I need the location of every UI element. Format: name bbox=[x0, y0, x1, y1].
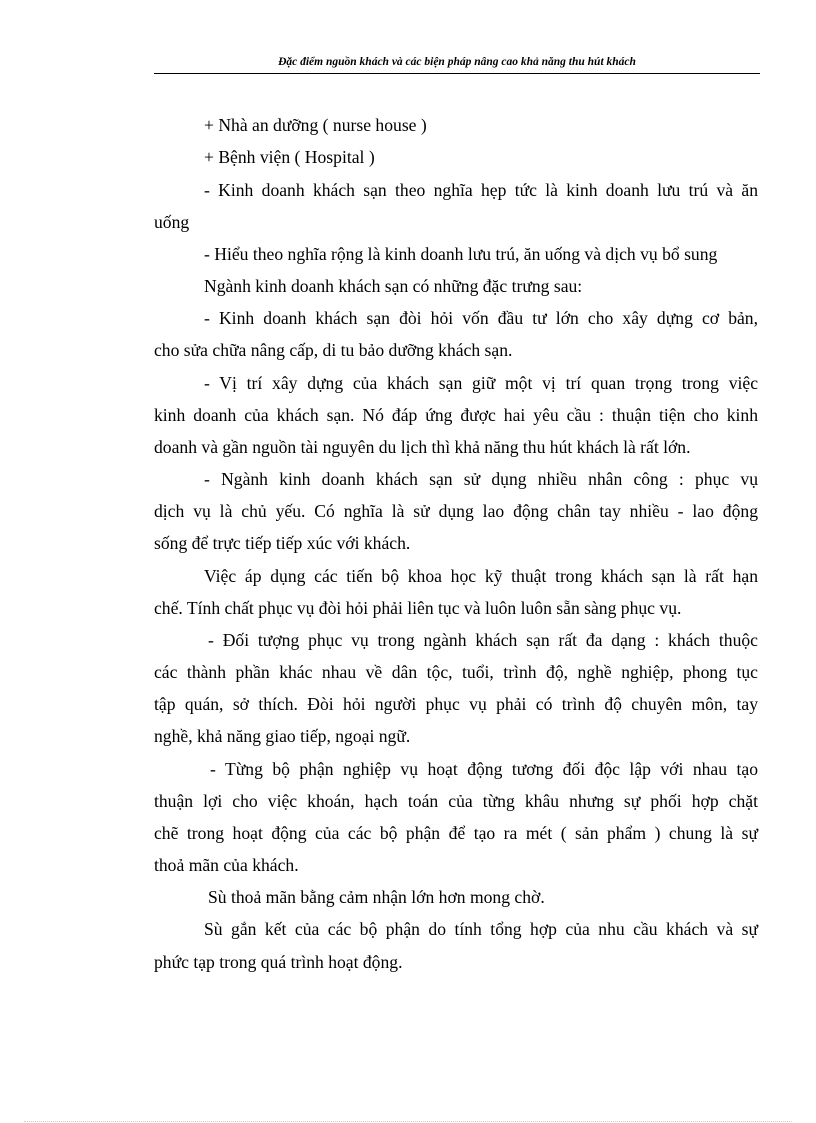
paragraph-line: thuận lợi cho việc khoán, hạch toán của từng khâu nhưng sự phối hợp chặt bbox=[154, 791, 758, 811]
paragraph-line: sống để trực tiếp tiếp xúc với khách. bbox=[154, 533, 411, 553]
paragraph-line: - Kinh doanh khách sạn đòi hỏi vốn đầu tư lớn cho xây dựng cơ bản, bbox=[204, 308, 758, 328]
paragraph-line: - Kinh doanh khách sạn theo nghĩa hẹp tức là kinh doanh lưu trú và ăn bbox=[204, 180, 758, 200]
paragraph-line: doanh và gần nguồn tài nguyên du lịch thì khả năng thu hút khách là rất lớn. bbox=[154, 437, 691, 457]
paragraph-line: uống bbox=[154, 212, 190, 232]
paragraph-line: - Vị trí xây dựng của khách sạn giữ một vị trí quan trọng trong việc bbox=[204, 373, 758, 393]
paragraph-line: nghề, khả năng giao tiếp, ngoại ngữ. bbox=[154, 726, 411, 746]
paragraph-line: - Từng bộ phận nghiệp vụ hoạt động tương đối độc lập với nhau tạo bbox=[210, 759, 758, 779]
paragraph-line: Sù thoả mãn bằng cảm nhận lớn hơn mong chờ. bbox=[208, 887, 545, 907]
paragraph-line: - Hiểu theo nghĩa rộng là kinh doanh lưu trú, ăn uống và dịch vụ bổ sung bbox=[204, 244, 718, 264]
list-item-nurse-house: + Nhà an dưỡng ( nurse house ) bbox=[204, 115, 427, 135]
paragraph-line: - Đối tượng phục vụ trong ngành khách sạn rất đa dạng : khách thuộc bbox=[208, 630, 758, 650]
paragraph-line: chế. Tính chất phục vụ đòi hỏi phải liên tục và luôn luôn sẵn sàng phục vụ. bbox=[154, 598, 682, 618]
paragraph-line: cho sửa chữa nâng cấp, di tu bảo dưỡng khách sạn. bbox=[154, 340, 513, 360]
paragraph-line: Sù gắn kết của các bộ phận do tính tổng hợp của nhu cầu khách và sự bbox=[204, 919, 758, 939]
list-item-hospital: + Bệnh viện ( Hospital ) bbox=[204, 147, 375, 167]
paragraph-line: dịch vụ là chủ yếu. Có nghĩa là sử dụng lao động chân tay nhiều - lao động bbox=[154, 501, 758, 521]
header-divider bbox=[154, 73, 760, 74]
paragraph-line: chẽ trong hoạt động của các bộ phận để tạo ra mét ( sản phẩm ) chung là sự bbox=[154, 823, 758, 843]
paragraph-line: tập quán, sở thích. Đòi hỏi người phục vụ phải có trình độ chuyên môn, tay bbox=[154, 694, 758, 714]
paragraph-line: các thành phần khác nhau về dân tộc, tuổi, trình độ, nghề nghiệp, phong tục bbox=[154, 662, 758, 682]
paragraph-line: Việc áp dụng các tiến bộ khoa học kỹ thuật trong khách sạn là rất hạn bbox=[204, 566, 758, 586]
paragraph-line: phức tạp trong quá trình hoạt động. bbox=[154, 952, 403, 972]
paragraph-line: Ngành kinh doanh khách sạn có những đặc trưng sau: bbox=[204, 276, 583, 296]
paragraph-line: kinh doanh của khách sạn. Nó đáp ứng được hai yêu cầu : thuận tiện cho kinh bbox=[154, 405, 758, 425]
header-title: Đặc điểm nguồn khách và các biện pháp nâng cao khả năng thu hút khách bbox=[278, 56, 636, 68]
paragraph-line: thoả mãn của khách. bbox=[154, 855, 299, 875]
page-bottom-divider bbox=[24, 1121, 792, 1122]
paragraph-line: - Ngành kinh doanh khách sạn sử dụng nhiều nhân công : phục vụ bbox=[204, 469, 758, 489]
